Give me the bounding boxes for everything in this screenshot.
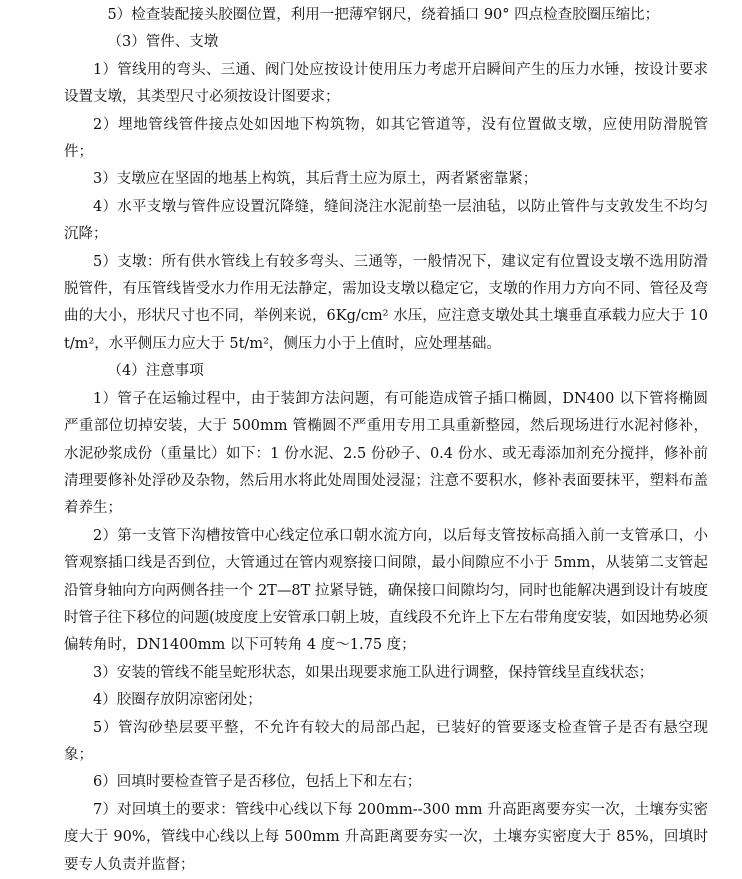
- section-heading-notes: （4）注意事项: [107, 363, 204, 380]
- paragraph-notes-7: 7）对回填土的要求：管线中心线以下每 200mm--300 mm 升高距离要夯实一次，土壤夯实密度大于 90%，管线中心线以上每 500mm 升高距离要夯实一次，土壤夯实密度大于 85%，回填时要专人负责并监督；: [64, 801, 708, 873]
- paragraph-fittings-4: 4）水平支墩与管件应设置沉降缝，缝间浇注水泥前垫一层油毡，以防止管件与支敦发生不均匀沉降；: [64, 198, 708, 243]
- paragraph-notes-4: 4）胶圈存放阴凉密闭处；: [93, 692, 262, 709]
- paragraph-check-gasket: 5）检查装配接头胶圈位置，利用一把薄窄钢尺，绕着插口 90° 四点检查胶圈压缩比；: [107, 7, 660, 23]
- section-heading-fittings: （3）管件、支墩: [107, 34, 219, 51]
- paragraph-notes-2: 2）第一支管下沟槽按管中心线定位承口朝水流方向，以后每支管按标高插入前一支管承口，小管观察插口线是否到位，大管通过在管内观察接口间隙，最小间隙应不小于 5mm，从装第二支管起沿管身轴向方向两侧各挂一个 2T—8T 拉紧导链，确保接口间隙均匀，同时也能解决遇到设计有坡度时管子往下移位的问题(坡度度上安管承口朝上坡，直线段不允许上下左右带角度安装，如因地势必须偏转角时，DN1400mm 以下可转角 4 度～1.75 度；: [64, 527, 708, 654]
- paragraph-fittings-3: 3）支墩应在坚固的地基上构筑，其后背土应为原土，两者紧密靠紧；: [93, 171, 538, 188]
- paragraph-notes-1: 1）管子在运输过程中，由于装卸方法问题，有可能造成管子插口椭圆，DN400 以下管将椭圆严重部位切掉安装，大于 500mm 管椭圆不严重用专用工具重新整园，然后现场进行水泥衬修补，水泥砂浆成份（重量比）如下：1 份水泥、2.5 份砂子、0.4 份水、或无毒添加剂充分搅拌，修补前清理要修补处浮砂及杂物，然后用水将此处周围处浸湿；注意不要积水，修补表面要抹平，塑料布盖着养生；: [64, 390, 708, 517]
- paragraph-notes-5: 5）管沟砂垫层要平整，不允许有较大的局部凸起，已装好的管要逐支检查管子是否有悬空现象；: [64, 719, 708, 763]
- paragraph-notes-6: 6）回填时要检查管子是否移位，包括上下和左右；: [93, 774, 422, 791]
- paragraph-notes-3: 3）安装的管线不能呈蛇形状态，如果出现要求施工队进行调整，保持管线呈直线状态；: [93, 664, 654, 681]
- paragraph-fittings-5: 5）支墩：所有供水管线上有较多弯头、三通等，一般情况下，建议定有位置设支墩不选用防滑脱管件，有压管线皆受水力作用无法静定，需加设支墩以稳定它，支墩的作用力方向不同、管径及弯曲的大小，形状尺寸也不同，举例来说，6Kg/cm² 水压，应注意支墩处其土壤垂直承载力应大于 10t/m²，水平侧压力应大于 5t/m²，侧压力小于上值时，应处理基础。: [64, 253, 708, 352]
- paragraph-fittings-1: 1）管线用的弯头、三通、阀门处应按设计使用压力考虑开启瞬间产生的压力水锤，按设计要求设置支墩，其类型尺寸必须按设计图要求；: [64, 61, 708, 106]
- paragraph-fittings-2: 2）埋地管线管件接点处如因地下构筑物，如其它管道等，没有位置做支墩，应使用防滑脱管件；: [64, 116, 708, 161]
